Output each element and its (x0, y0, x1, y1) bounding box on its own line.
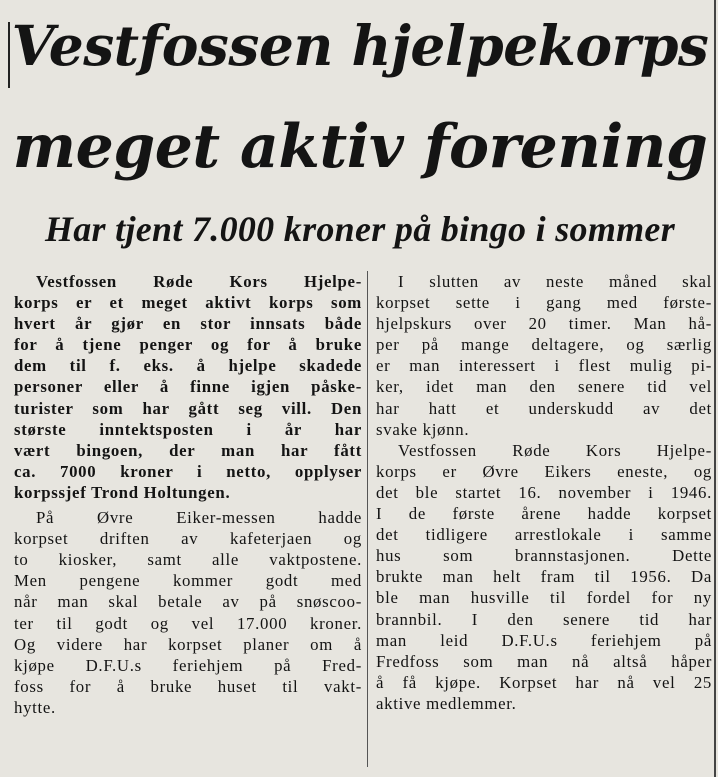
column-divider (367, 271, 368, 767)
text-line: det ble startet 16. november i 1946. (376, 482, 712, 502)
text-line: personer eller å finne igjen påske- (14, 377, 362, 397)
text-line: er man interessert i flest mulig pi- (376, 356, 712, 376)
text-line: Men pengene kommer godt med (14, 571, 362, 591)
text-line: ter til godt og vel 17.000 kroner. (14, 613, 362, 633)
text-line: Og videre har korpset planer om å (14, 634, 362, 654)
headline-line-2: meget aktiv forening (12, 112, 708, 182)
text-line: ker, idet man den senere tid vel (376, 377, 712, 397)
text-line: korpset sette i gang med første- (376, 293, 712, 313)
text-line: brukte man helt fram til 1956. Da (376, 567, 712, 587)
subheadline: Har tjent 7.000 kroner på bingo i sommer (44, 209, 676, 249)
text-line: man leid D.F.U.s feriehjem på (376, 630, 712, 650)
text-line: hjelpskurs over 20 timer. Man hå- (376, 314, 712, 334)
text-line: korpssjef Trond Holtungen. (14, 482, 231, 502)
text-line: turister som har gått seg vill. Den (14, 398, 362, 418)
text-line: korps er et meget aktivt korps som (14, 293, 362, 313)
text-line: korps er Øvre Eikers eneste, og (376, 461, 712, 481)
text-line: to kiosker, samt alle vaktpostene. (14, 550, 362, 570)
left-column (14, 271, 362, 718)
text-line: På Øvre Eiker-messen hadde (36, 508, 362, 528)
text-line: I slutten av neste måned skal (398, 272, 712, 291)
right-column (376, 271, 712, 714)
headline-line-1: Vestfossen hjelpekorps (11, 13, 709, 78)
text-line: per på mange deltagere, og særlig (376, 335, 712, 355)
text-line: brannbil. I den senere tid har (376, 609, 712, 629)
text-line: hvert år gjør en stor innsats både (14, 314, 362, 334)
text-line: vært bingoen, der man har fått (14, 440, 362, 460)
text-line: dem til f. eks. å hjelpe skadede (14, 356, 362, 376)
text-line: Vestfossen Røde Kors Hjelpe- (36, 272, 362, 291)
body-paragraph (376, 440, 712, 714)
text-line: ca. 7000 kroner i netto, opplyser (14, 461, 362, 481)
body-paragraph (14, 507, 362, 718)
text-line: det tidligere arrestlokale i samme (376, 525, 712, 545)
lead-paragraph (14, 271, 362, 503)
body-paragraph (376, 271, 712, 440)
text-line: Fredfoss som man nå altså håper (376, 651, 712, 671)
text-line: foss for å bruke huset til vakt- (14, 676, 362, 696)
text-line: største inntektsposten i år har (14, 419, 362, 439)
text-line: I de første årene hadde korpset (376, 504, 712, 524)
text-line: kjøpe D.F.U.s feriehjem på Fred- (14, 655, 362, 675)
text-line: svake kjønn. (376, 419, 470, 439)
text-line: har hatt et underskudd av det (376, 398, 712, 418)
text-line: hytte. (14, 697, 56, 717)
right-edge-rule (714, 0, 716, 777)
text-line: hus som brannstasjonen. Dette (376, 546, 712, 566)
text-line: når man skal betale av på snøscoo- (14, 592, 362, 612)
text-line: å få kjøpe. Korpset har nå vel 25 (376, 672, 712, 692)
text-line: korpset driften av kafeterjaen og (14, 529, 362, 549)
text-line: ble man husville til fordel for ny (376, 588, 712, 608)
text-line: Vestfossen Røde Kors Hjelpe- (398, 440, 712, 460)
text-line: for å tjene penger og for å bruke (14, 335, 362, 355)
text-line: aktive medlemmer. (376, 693, 517, 713)
